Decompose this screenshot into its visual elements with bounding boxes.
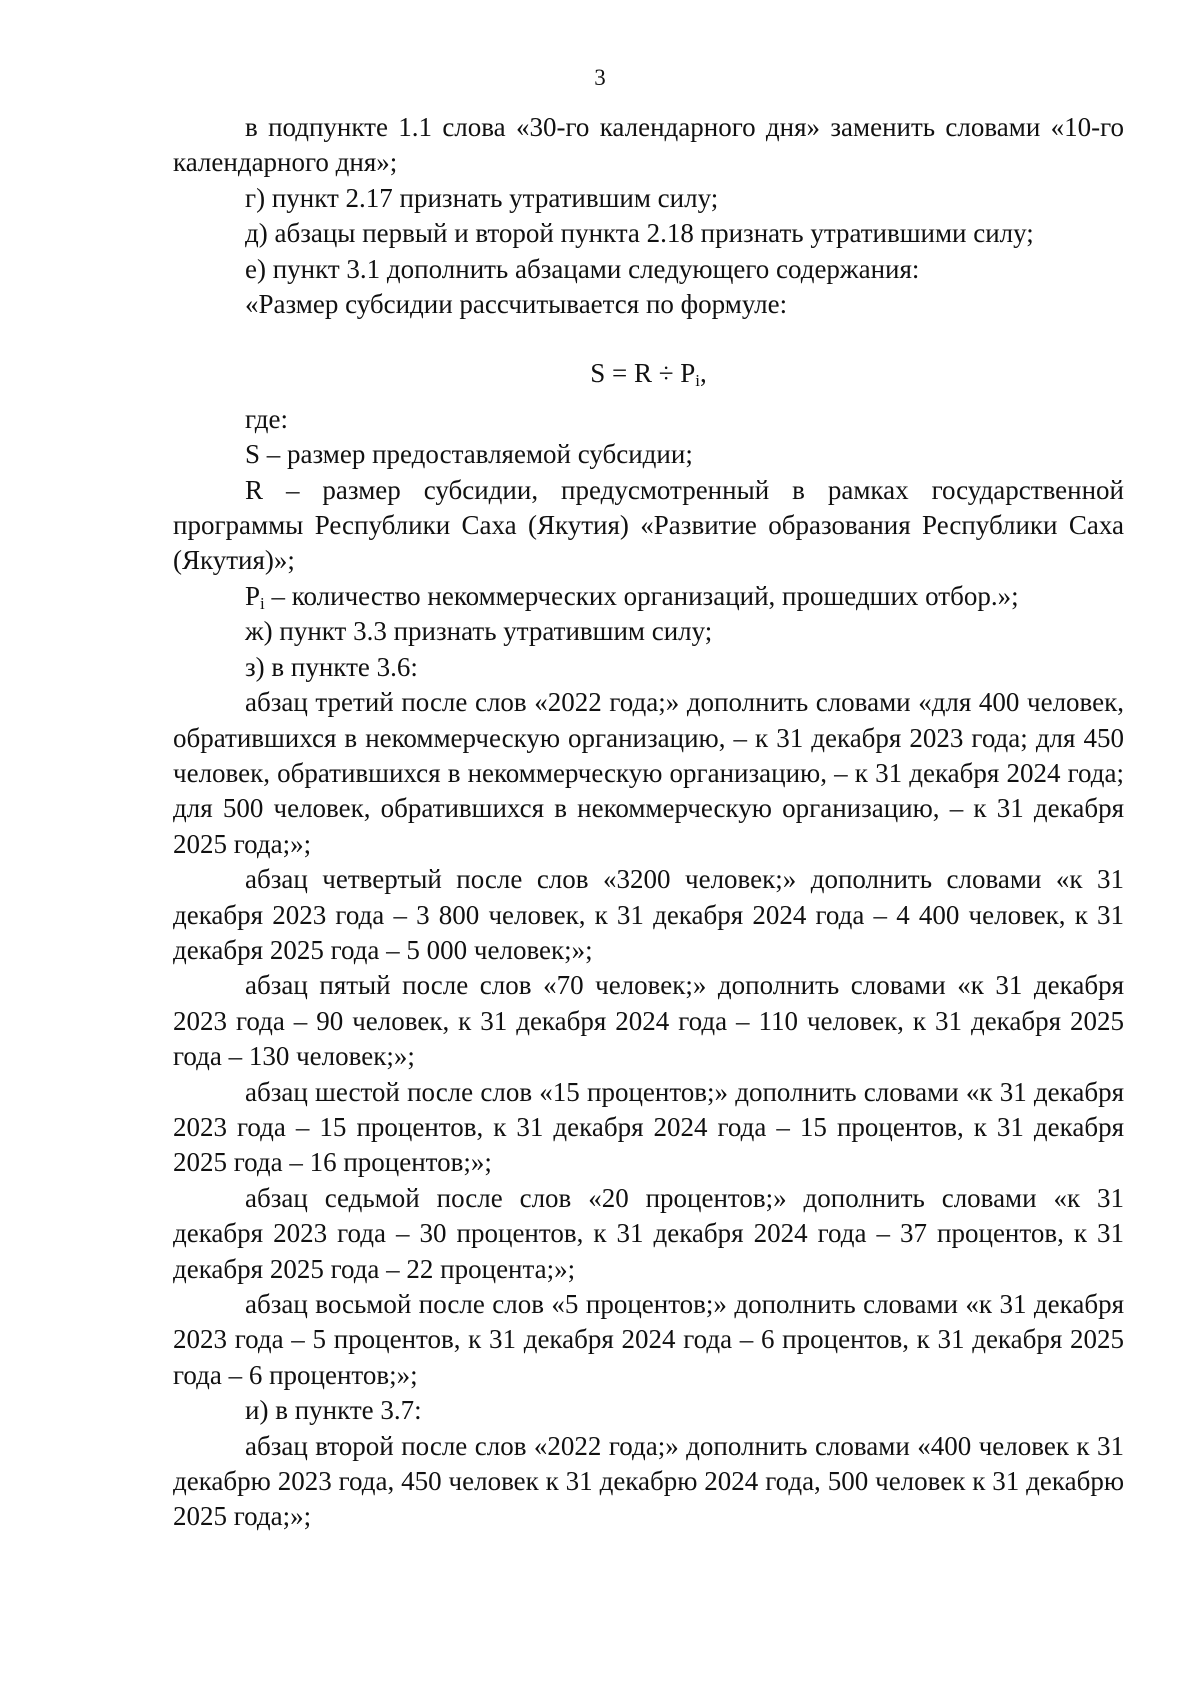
paragraph-abzats-shestoy: абзац шестой после слов «15 процентов;» дополнить словами «к 31 декабря 2023 года – 15 процентов, к 31 декабря 2024 года – 15 процентов, к 31 декабря 2025 года – 16 процентов;»;	[173, 1076, 1124, 1178]
definition-p	[173, 579, 1124, 614]
paragraph-item-g: г) пункт 2.17 признать утратившим силу;	[245, 182, 719, 213]
paragraph-item-d: д) абзацы первый и второй пункта 2.18 признать утратившими силу;	[245, 218, 1034, 249]
formula-tail: ,	[700, 358, 707, 389]
paragraph-abzats-chetvertyy: абзац четвертый после слов «3200 человек;» дополнить словами «к 31 декабря 2023 года – 3 800 человек, к 31 декабря 2024 года – 4 400 человек, к 31 декабря 2025 года – 5 000 человек;»;	[173, 864, 1124, 965]
document-body	[173, 110, 1124, 1535]
paragraph-abzats-tretiy: абзац третий после слов «2022 года;» дополнить словами «для 400 человек, обратившихся в некоммерческую организацию, – к 31 декабря 2023 года; для 450 человек, обратившихся в некоммерческую организацию, – к 31 декабря 2024 года; для 500 человек, обратившихся в некоммерческую организацию, – к 31 декабря 2025 года;»;	[173, 687, 1124, 859]
formula-main: S = R ÷ P	[590, 358, 696, 389]
paragraph-item-zh: ж) пункт 3.3 признать утратившим силу;	[245, 616, 713, 647]
paragraph-item-z: з) в пункте 3.6:	[245, 651, 418, 682]
definition-p-text: – количество некоммерческих организаций, прошедших отбор.»;	[264, 580, 1019, 611]
definition-s: S – размер предоставляемой субсидии;	[245, 439, 693, 470]
paragraph-formula-intro: «Размер субсидии рассчитывается по формуле:	[245, 289, 788, 320]
paragraph-abzats-vosmoy: абзац восьмой после слов «5 процентов;» дополнить словами «к 31 декабря 2023 года – 5 процентов, к 31 декабря 2024 года – 6 процентов, к 31 декабря 2025 года – 6 процентов;»;	[173, 1289, 1124, 1390]
paragraph-item-i: и) в пункте 3.7:	[245, 1395, 422, 1426]
paragraph-abzats-vtoroy: абзац второй после слов «2022 года;» дополнить словами «400 человек к 31 декабрю 2023 года, 450 человек к 31 декабрю 2024 года, 500 человек к 31 декабрю 2025 года;»;	[173, 1430, 1124, 1532]
paragraph-item-e: е) пункт 3.1 дополнить абзацами следующего содержания:	[245, 253, 920, 284]
paragraph-abzats-sedmoy: абзац седьмой после слов «20 процентов;» дополнить словами «к 31 декабря 2023 года – 30 процентов, к 31 декабря 2024 года – 37 процентов, к 31 декабря 2025 года – 22 процента;»;	[173, 1182, 1124, 1284]
formula-subscript: i	[695, 371, 701, 391]
definition-p-subscript: i	[260, 593, 265, 613]
paragraph-subpoint-1-1: в подпункте 1.1 слова «30-го календарного дня» заменить словами «10-го календарного дня»;	[173, 112, 1124, 178]
where-label: где:	[245, 403, 288, 434]
paragraph-abzats-pyatyy: абзац пятый после слов «70 человек;» дополнить словами «к 31 декабря 2023 года – 90 человек, к 31 декабря 2024 года – 110 человек, к 31 декабря 2025 года – 130 человек;»;	[173, 970, 1124, 1072]
page-number: 3	[594, 65, 606, 90]
definition-p-symbol: P	[245, 580, 261, 611]
subsidy-formula	[173, 322, 1124, 401]
definition-r: R – размер субсидии, предусмотренный в рамках государственной программы Республики Саха (Якутия) «Развитие образования Республики Саха (Якутия)»;	[173, 474, 1124, 576]
